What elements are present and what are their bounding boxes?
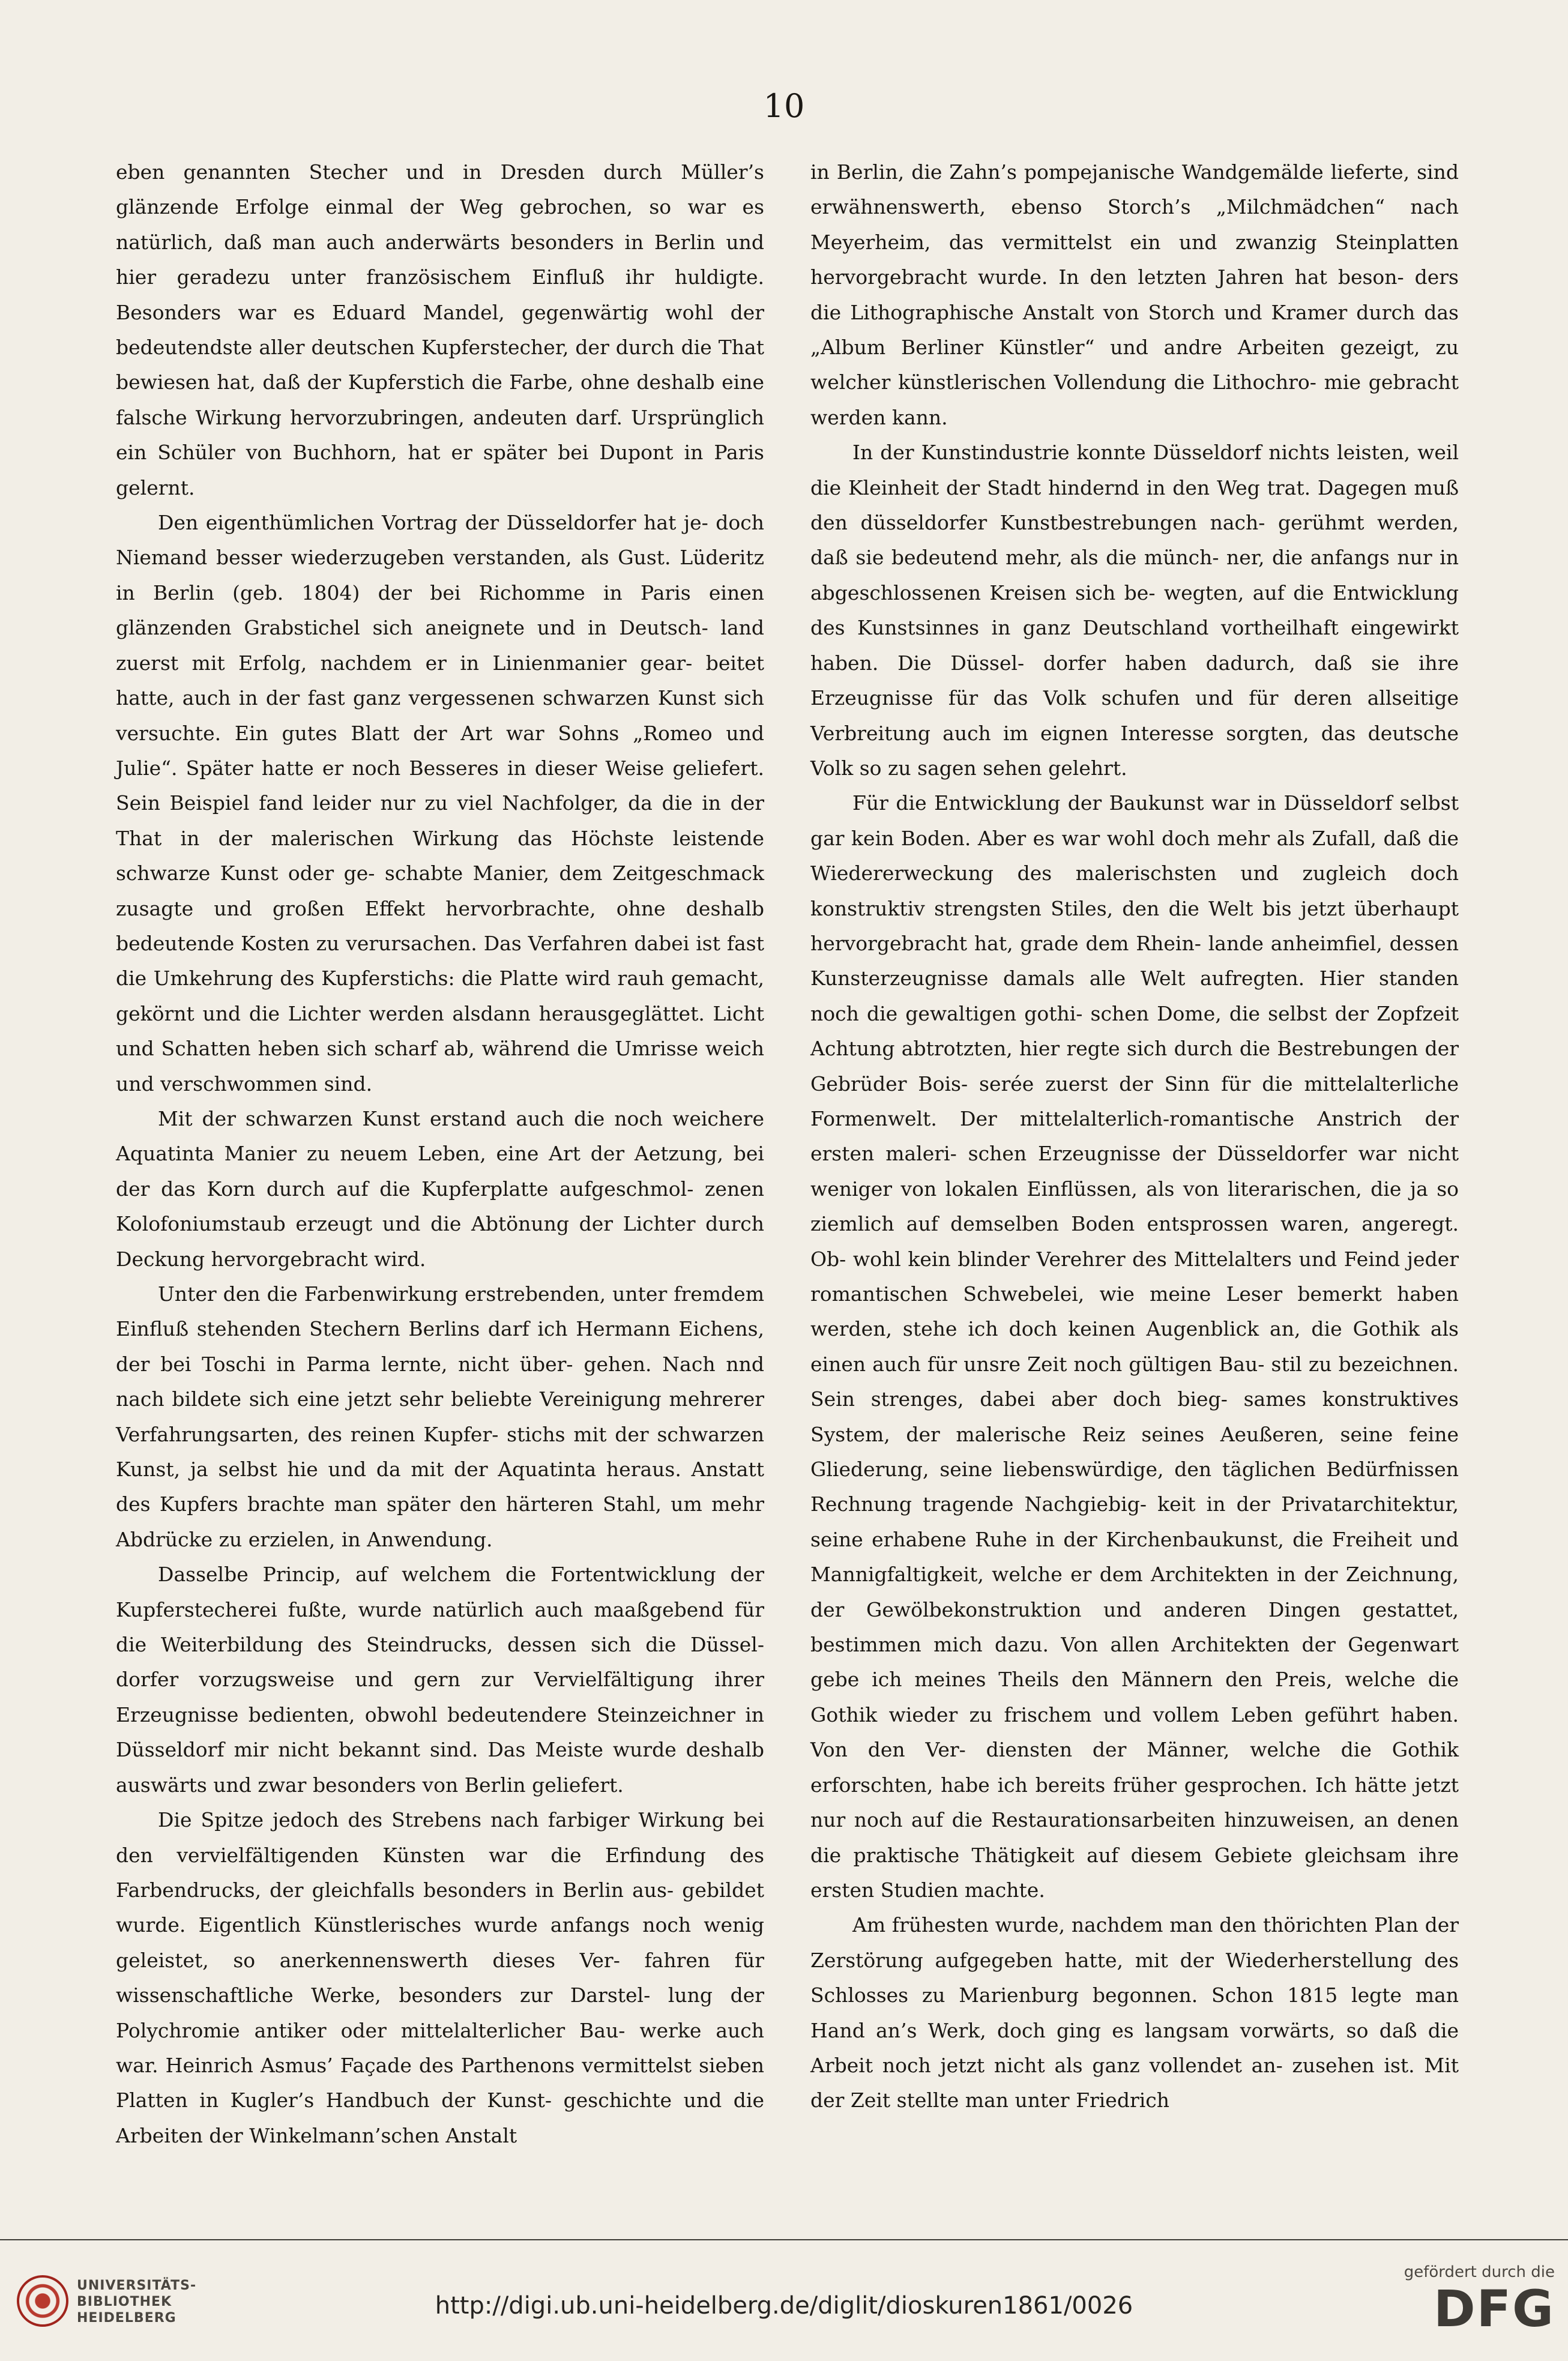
left-column-paragraph: Unter den die Farbenwirkung erstrebenden, unter fremdem Einfluß stehenden Stechern Berlins darf ich Hermann Eichens, der bei Toschi in Parma lernte, nicht über- gehen. Nach nnd nach bildete sich eine jetzt sehr beliebte Vereinigung mehrerer Verfahrungsarten, des reinen Kupfer- stichs mit der schwarzen Kunst, ja selbst hie und da mit der Aquatinta heraus. Anstatt des Kupfers brachte man später den härteren Stahl, um mehr Abdrücke zu erzielen, in Anwendung. — [116, 1282, 764, 1551]
right-column-paragraph: Für die Entwicklung der Baukunst war in Düsseldorf selbst gar kein Boden. Aber es war wohl doch mehr als Zufall, daß die Wiedererweckung des malerischsten und zugleich doch konstruktiv strengsten Stiles, den die Welt bis jetzt überhaupt hervorgebracht hat, grade dem Rhein- lande anheimfiel, dessen Kunsterzeugnisse damals alle Welt aufregten. Hier standen noch die gewaltigen gothi- schen Dome, die selbst der Zopfzeit Achtung abtrotzten, hier regte sich durch die Bestrebungen der Gebrüder Bois- serée zuerst der Sinn für die mittelalterliche Formenwelt. Der mittelalterlich-romantische Anstrich der ersten maleri- schen Erzeugnisse der Düsseldorfer war nicht weniger von lokalen Einflüssen, als von literarischen, die ja so ziemlich auf demselben Boden entsprossen waren, angeregt. Ob- wohl kein blinder Verehrer des Mittelalters und Feind jeder romantischen Schwebelei, wie meine Leser bemerkt haben werden, stehe ich doch keinen Augenblick an, die Gothik als einen auch für unsre Zeit noch gültigen Bau- stil zu bezeichnen. Sein strenges, dabei aber doch bieg- sames konstruktives System, der malerische Reiz seines Aeußeren, seine feine Gliederung, seine liebenswürdige, den täglichen Bedürfnissen Rechnung tragende Nachgiebig- keit in der Privatarchitektur, seine erhabene Ruhe in der Kirchenbaukunst, die Freiheit und Mannigfaltigkeit, welche er dem Architekten in der Zeichnung, der Gewölbekonstruktion und anderen Dingen gestattet, bestimmen mich dazu. Von allen Architekten der Gegenwart gebe ich meines Theils den Männern den Preis, welche die Gothik wieder zu frischem und vollem Leben geführt haben. Von den Ver- diensten der Männer, welche die Gothik erforschten, habe ich bereits früher gesprochen. Ich hätte jetzt nur noch auf die Restaurationsarbeiten hinzuweisen, an denen die praktische Thätigkeit auf diesem Gebiete gleichsam ihre ersten Studien machte. — [810, 791, 1459, 1902]
left-column-paragraph: Mit der schwarzen Kunst erstand auch die noch weichere Aquatinta Manier zu neuem Leben, eine Art der Aetzung, bei der das Korn durch auf die Kupferplatte aufgeschmol- zenen Kolofoniumstaub erzeugt und die Abtönung der Lichter durch Deckung hervorgebracht wird. — [116, 1106, 764, 1271]
funded-by-label: gefördert durch die — [1404, 2263, 1555, 2281]
page-number: 10 — [763, 87, 805, 125]
text-column-right — [810, 155, 1459, 2112]
right-column-paragraph: Am frühesten wurde, nachdem man den thörichten Plan der Zerstörung aufgegeben hatte, mit der Wiederherstellung des Schlosses zu Marienburg begonnen. Schon 1815 legte man Hand an’s Werk, doch ging es langsam vorwärts, so daß die Arbeit noch jetzt nicht als ganz vollendet an- zusehen ist. Mit der Zeit stellte man unter Friedrich — [810, 1913, 1459, 2112]
left-column-paragraph: Dasselbe Princip, auf welchem die Fortentwicklung der Kupferstecherei fußte, wurde natürlich auch maaßgebend für die Weiterbildung des Steindrucks, dessen sich die Düssel- dorfer vorzugsweise und gern zur Vervielfältigung ihrer Erzeugnisse bedienten, obwohl bedeutendere Steinzeichner in Düsseldorf mir nicht bekannt sind. Das Meiste wurde deshalb auswärts und zwar besonders von Berlin geliefert. — [116, 1563, 764, 1797]
source-url-link[interactable]: http://digi.ub.uni-heidelberg.de/diglit/dioskuren1861/0026 — [435, 2292, 1133, 2320]
footer-divider — [0, 2239, 1568, 2240]
left-column-paragraph: Die Spitze jedoch des Strebens nach farbiger Wirkung bei den vervielfältigenden Künsten war die Erfindung des Farbendrucks, der gleichfalls besonders in Berlin aus- gebildet wurde. Eigentlich Künstlerisches wurde anfangs noch wenig geleistet, so anerkennenswerth dieses Ver- fahren für wissenschaftliche Werke, besonders zur Darstel- lung der Polychromie antiker oder mittelalterlicher Bau- werke auch war. Heinrich Asmus’ Façade des Parthenons vermittelst sieben Platten in Kugler’s Handbuch der Kunst- geschichte und die Arbeiten der Winkelmann’schen Anstalt — [116, 1808, 764, 2147]
left-column-paragraph: Den eigenthümlichen Vortrag der Düsseldorfer hat je- doch Niemand besser wiederzugeben verstanden, als Gust. Lüderitz in Berlin (geb. 1804) der bei Richomme in Paris einen glänzenden Grabstichel sich aneignete und in Deutsch- land zuerst mit Erfolg, nachdem er in Linienmanier gear- beitet hatte, auch in der fast ganz vergessenen schwarzen Kunst sich versuchte. Ein gutes Blatt der Art war Sohns „Romeo und Julie“. Später hatte er noch Besseres in dieser Weise geliefert. Sein Beispiel fand leider nur zu viel Nachfolger, da die in der That in der malerischen Wirkung das Höchste leistende schwarze Kunst oder ge- schabte Manier, dem Zeitgeschmack zusagte und großen Effekt hervorbrachte, ohne deshalb bedeutende Kosten zu verursachen. Das Verfahren dabei ist fast die Umkehrung des Kupferstichs: die Platte wird rauh gemacht, gekörnt und die Lichter werden alsdann herausgeglättet. Licht und Schatten heben sich scharf ab, während die Umrisse weich und verschwommen sind. — [116, 511, 764, 1096]
text-column-left — [116, 155, 764, 2147]
right-column-paragraph: in Berlin, die Zahn’s pompejanische Wandgemälde lieferte, sind erwähnenswerth, ebenso Storch’s „Milchmädchen“ nach Meyerheim, das vermittelst ein und zwanzig Steinplatten hervorgebracht wurde. In den letzten Jahren hat beson- ders die Lithographische Anstalt von Storch und Kramer durch das „Album Berliner Künstler“ und andre Arbeiten gezeigt, zu welcher künstlerischen Vollendung die Lithochro- mie gebracht werden kann. — [810, 160, 1459, 429]
left-column-paragraph: eben genannten Stecher und in Dresden durch Müller’s glänzende Erfolge einmal der Weg gebrochen, so war es natürlich, daß man auch anderwärts besonders in Berlin und hier geradezu unter französischem Einfluß ihr huldigte. Besonders war es Eduard Mandel, gegenwärtig wohl der bedeutendste aller deutschen Kupferstecher, der durch die That bewiesen hat, daß der Kupferstich die Farbe, ohne deshalb eine falsche Wirkung hervorzubringen, andeuten darf. Ursprünglich ein Schüler von Buchhorn, hat er später bei Dupont in Paris gelernt. — [116, 160, 764, 499]
right-column-paragraph: In der Kunstindustrie konnte Düsseldorf nichts leisten, weil die Kleinheit der Stadt hindernd in den Weg trat. Dagegen muß den düsseldorfer Kunstbestrebungen nach- gerühmt werden, daß sie bedeutend mehr, als die münch- ner, die anfangs nur in abgeschlossenen Kreisen sich be- wegten, auf die Entwicklung des Kunstsinnes in ganz Deutschland vortheilhaft eingewirkt haben. Die Düssel- dorfer haben dadurch, daß sie ihre Erzeugnisse für das Volk schufen und für deren allseitige Verbreitung auch im eignen Interesse sorgten, das deutsche Volk so zu sagen sehen gelehrt. — [810, 441, 1459, 780]
library-line: BIBLIOTHEK — [77, 2294, 172, 2309]
library-line: HEIDELBERG — [77, 2311, 176, 2326]
dfg-logo: DFG — [1433, 2279, 1555, 2338]
library-line: UNIVERSITÄTS- — [77, 2278, 197, 2293]
funder-block — [1357, 2263, 1555, 2338]
